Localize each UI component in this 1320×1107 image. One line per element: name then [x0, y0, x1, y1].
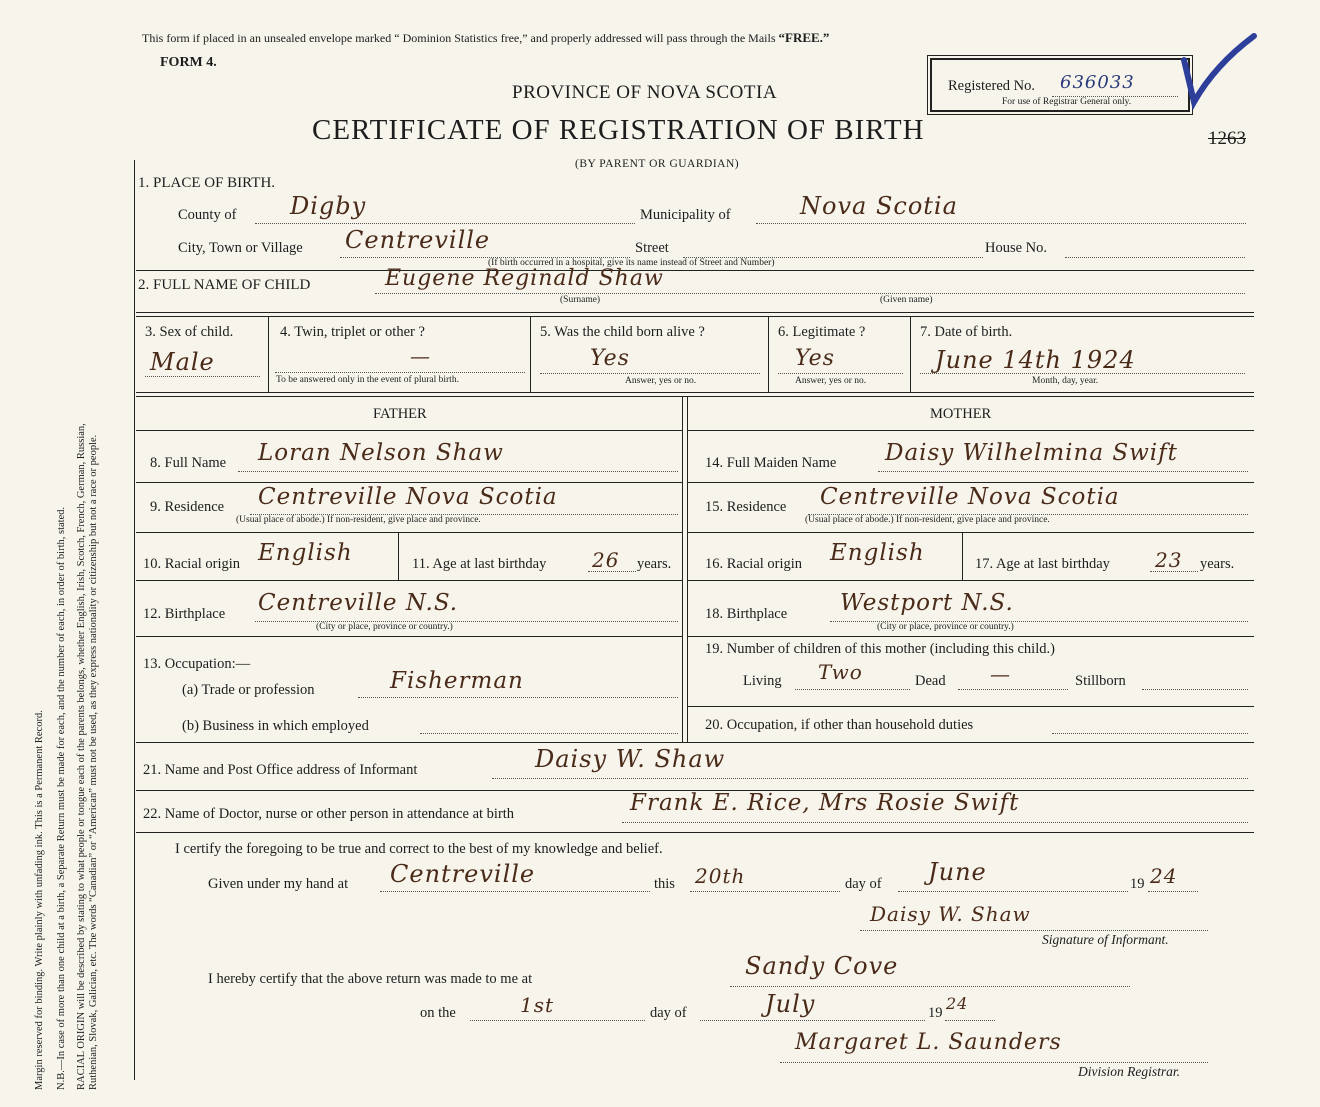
father-birthplace-note: (City or place, province or country.) — [316, 622, 453, 632]
registrar-month-value: July — [765, 990, 816, 1018]
father-race-value: English — [258, 540, 353, 566]
mother-residence-note: (Usual place of abode.) If non-resident, give place and province. — [805, 515, 1050, 525]
dead-label: Dead — [915, 673, 946, 689]
child-name-label: 2. FULL NAME OF CHILD — [138, 277, 311, 293]
registered-number: 636033 — [1060, 72, 1135, 93]
mother-birthplace-note: (City or place, province or country.) — [877, 622, 1014, 632]
check-mark-icon — [1180, 30, 1260, 110]
alive-label: 5. Was the child born alive ? — [540, 324, 705, 340]
margin-line-4: Ruthenian, Slovak, Galician, etc. The words “Canadian” or “American” must not be used, as they express nationality or citizenship but not a race or people. — [88, 434, 99, 1090]
county-value: Digby — [290, 192, 367, 220]
hospital-note: (If birth occurred in a hospital, give its name instead of Street and Number) — [488, 258, 775, 268]
margin-line-2: N.B.—In case of more than one child at a birth, a Separate Return must be made for each, and the number of each, in order of birth, stated. — [56, 506, 67, 1090]
mother-name-label: 14. Full Maiden Name — [705, 455, 837, 471]
municipality-label: Municipality of — [640, 207, 731, 223]
form-number: FORM 4. — [160, 55, 217, 70]
father-age-value: 26 — [592, 548, 620, 572]
registrar-day-of-label: day of — [650, 1005, 687, 1021]
legitimate-note: Answer, yes or no. — [795, 376, 867, 386]
county-label: County of — [178, 207, 237, 223]
margin-line-3: RACIAL ORIGIN will be described by stating to what people or tongue each of the parents belongs, whether English, Irish, Scotch, French, German, Russian, — [76, 423, 87, 1090]
informant-label: 21. Name and Post Office address of Informant — [143, 762, 418, 778]
informant-signature-label: Signature of Informant. — [1042, 932, 1169, 947]
margin-instructions — [34, 15, 120, 1090]
city-value: Centreville — [345, 226, 491, 254]
mother-race-value: English — [830, 540, 925, 566]
legitimate-value: Yes — [795, 346, 835, 371]
registrar-signature: Margaret L. Saunders — [795, 1030, 1062, 1055]
certify-year-value: 24 — [1150, 864, 1178, 888]
street-label: Street — [635, 240, 669, 256]
registrar-place-value: Sandy Cove — [745, 952, 899, 980]
father-name-label: 8. Full Name — [150, 455, 227, 471]
certify-text: I certify the foregoing to be true and correct to the best of my knowledge and belief. — [175, 841, 663, 857]
registrar-signature-label: Division Registrar. — [1078, 1064, 1181, 1079]
father-occupation-label: 13. Occupation:— — [143, 656, 251, 672]
father-birthplace-label: 12. Birthplace — [143, 606, 226, 622]
father-birthplace-value: Centreville N.S. — [258, 590, 459, 616]
father-residence-value: Centreville Nova Scotia — [258, 484, 558, 510]
municipality-value: Nova Scotia — [800, 192, 958, 220]
mother-occupation-label: 20. Occupation, if other than household duties — [705, 717, 974, 733]
margin-rule — [134, 160, 135, 1080]
doctor-label: 22. Name of Doctor, nurse or other person in attendance at birth — [143, 806, 515, 822]
this-label: this — [654, 876, 675, 892]
father-business-label: (b) Business in which employed — [182, 718, 369, 734]
legitimate-label: 6. Legitimate ? — [778, 324, 866, 340]
father-name-value: Loran Nelson Shaw — [258, 440, 504, 466]
father-years-label: years. — [637, 556, 672, 572]
on-the-label: on the — [420, 1005, 456, 1021]
corner-mark: 1263 — [1208, 128, 1246, 149]
place-heading: 1. PLACE OF BIRTH. — [138, 175, 276, 191]
certificate-subtitle: (BY PARENT OR GUARDIAN) — [575, 158, 740, 170]
informant-value: Daisy W. Shaw — [535, 745, 726, 773]
registered-label: Registered No. — [948, 78, 1035, 94]
child-name-value: Eugene Reginald Shaw — [385, 266, 664, 291]
father-residence-label: 9. Residence — [150, 499, 225, 515]
given-note: (Given name) — [880, 295, 933, 305]
mother-birthplace-label: 18. Birthplace — [705, 606, 788, 622]
mother-residence-value: Centreville Nova Scotia — [820, 484, 1120, 510]
given-place-value: Centreville — [390, 860, 536, 888]
stillborn-label: Stillborn — [1075, 673, 1126, 689]
twin-note: To be answered only in the event of plural birth. — [276, 375, 459, 385]
living-value: Two — [818, 660, 863, 684]
dob-value: June 14th 1924 — [935, 346, 1136, 374]
mother-residence-label: 15. Residence — [705, 499, 787, 515]
mother-age-value: 23 — [1155, 548, 1183, 572]
father-residence-note: (Usual place of abode.) If non-resident, give place and province. — [236, 515, 481, 525]
mother-age-label: 17. Age at last birthday — [975, 556, 1110, 572]
certify-month-value: June — [928, 858, 987, 886]
dob-label: 7. Date of birth. — [920, 324, 1013, 340]
sex-label: 3. Sex of child. — [145, 324, 234, 340]
certificate-title: CERTIFICATE OF REGISTRATION OF BIRTH — [312, 114, 925, 146]
registrar-text: I hereby certify that the above return was made to me at — [208, 971, 533, 987]
informant-signature: Daisy W. Shaw — [870, 902, 1031, 926]
doctor-value: Frank E. Rice, Mrs Rosie Swift — [630, 790, 1020, 816]
alive-value: Yes — [590, 346, 630, 371]
certify-day-value: 20th — [695, 864, 746, 888]
sex-value: Male — [150, 348, 215, 376]
certify-year-prefix: 19 — [1130, 876, 1145, 892]
margin-line-1: Margin reserved for binding. Write plainly with unfading ink. This is a Permanent Record. — [34, 710, 45, 1090]
father-age-label: 11. Age at last birthday — [412, 556, 547, 572]
father-trade-label: (a) Trade or profession — [182, 682, 315, 698]
twin-label: 4. Twin, triplet or other ? — [280, 324, 425, 340]
father-trade-value: Fisherman — [390, 668, 524, 694]
mother-children-label: 19. Number of children of this mother (including this child.) — [705, 641, 1055, 657]
mother-race-label: 16. Racial origin — [705, 556, 803, 572]
mother-name-value: Daisy Wilhelmina Swift — [885, 440, 1178, 466]
dob-note: Month, day, year. — [1032, 376, 1099, 386]
surname-note: (Surname) — [560, 295, 601, 305]
registrar-day-value: 1st — [520, 993, 555, 1017]
twin-value: — — [410, 344, 431, 368]
alive-note: Answer, yes or no. — [625, 376, 697, 386]
given-label: Given under my hand at — [208, 876, 349, 892]
city-label: City, Town or Village — [178, 240, 303, 256]
dead-value: — — [990, 662, 1011, 686]
day-of-label: day of — [845, 876, 882, 892]
registration-box — [930, 58, 1190, 112]
mail-note: This form if placed in an unsealed envelope marked “ Dominion Statistics free,” and properly addressed will pass through the Mails “FREE.” — [142, 30, 830, 45]
father-race-label: 10. Racial origin — [143, 556, 241, 572]
registrar-year-prefix: 19 — [928, 1005, 943, 1021]
house-label: House No. — [985, 240, 1048, 256]
mother-birthplace-value: Westport N.S. — [840, 590, 1014, 616]
registrar-note: For use of Registrar General only. — [1002, 97, 1132, 107]
living-label: Living — [743, 673, 782, 689]
mother-years-label: years. — [1200, 556, 1235, 572]
registrar-year-value: 24 — [946, 994, 969, 1013]
mother-heading: MOTHER — [930, 406, 992, 422]
father-heading: FATHER — [373, 406, 427, 422]
province-heading: PROVINCE OF NOVA SCOTIA — [512, 82, 778, 103]
